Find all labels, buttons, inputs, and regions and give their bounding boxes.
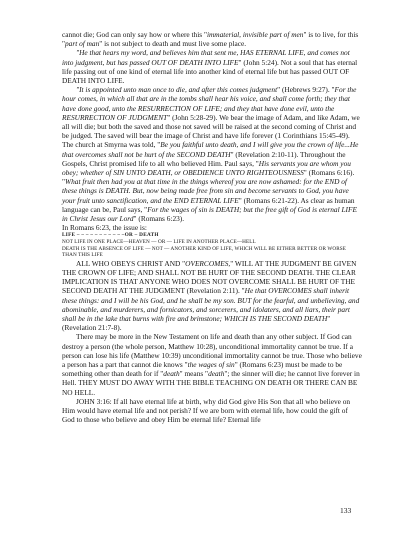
body-text-bottom	[62, 259, 362, 425]
text-run: " means "	[179, 369, 209, 379]
paragraph-p2	[62, 48, 362, 85]
body-text-top	[62, 30, 362, 232]
text-run: " (Revelation 2:10-11). Throughout the Gospels, Christ promised life to all who believed Him. Paul says, "	[62, 149, 346, 168]
text-run: There may be more in the New Testament on life and death than any other subject. If God can destroy a person (the whole person, Matthew 10:28), unconditional immortality cannot be true. If a person can lose his life (Matthew 10:39) unconditional immortality cannot be true. Those who believe a person has a part that cannot die knows "	[62, 332, 362, 370]
italic-quote: death	[208, 369, 225, 379]
italic-quote: His servants you are whom you obey; whether of SIN UNTO DEATH, or OBEDIENCE UNTO RIGHTEOUSNESS	[62, 158, 351, 178]
paragraph-p7	[62, 397, 362, 425]
text-run: cannot die; God can only say how or where this "	[62, 30, 207, 39]
italic-quote: "It is appointed unto man once to die, and after this comes judgment	[76, 85, 278, 95]
text-run: " (Hebrews 9:27). "	[277, 85, 335, 95]
issue-row-absence-of-life: DEATH IS THE ABSENCE OF LIFE — NOT — ANOTHER KIND OF LIFE, WHICH WILL BE EITHER BETTER OR WORSE THAN THIS LIFE	[62, 245, 347, 259]
issue-row-life-or-death: LIFE – – – – – – – – – – –OR – DEATH	[62, 232, 159, 239]
text-run: " (Romans 6:23).	[133, 214, 185, 224]
italic-quote: He that OVERCOMES shall inherit these things: and I will be his God, and he shall be my son. BUT for the fearful, and unbelieving, and abominable, and murderers, and fornicators, and sorcerers, and idolaters, and all liars, their part shall be in the lake that burns with fire and brimstone; WHICH IS THE SECOND DEATH	[62, 286, 360, 324]
italic-quote: death	[163, 369, 180, 379]
italic-quote: For the wages of sin is DEATH; but the free gift of God is eternal LIFE in Christ Jesus our Lord	[62, 204, 357, 224]
italic-quote: immaterial, invisible part of men	[206, 30, 304, 39]
text-run: " (Romans 6:21-22). As clear as human language can be, Paul says, "	[62, 195, 355, 214]
paragraph-p1	[62, 30, 362, 48]
issue-block	[62, 232, 362, 258]
italic-quote: OVERCOMES,	[185, 258, 231, 268]
italic-quote: What fruit then had you at that time in the things whereof you are now ashamed: for the END of these things is DEATH. But, now being made free from sin and become servants to God, you have your fruit unto sanctification, and the END ETERNAL LIFE	[62, 177, 349, 205]
text-run: JOHN 3:16: If all have eternal life at birth, why did God give His Son that all who believe on Him would have eternal life and not perish? If we are born with eternal life, how could the gift of God to those who believe and obey Him be eternal life? Eternal life	[62, 396, 351, 425]
text-run: " (John 5:28-29). We bear the image of Adam, and like Adam, we all will die; but both the saved and those not saved will be raised at the second coming of Christ and be judged. The saved will bear the image of Christ and have life forever (1 Corinthians 15:45-49). The church at Smyrna was told, "	[62, 112, 360, 150]
italic-quote: part of man	[65, 39, 100, 49]
issue-row-heaven-or-hell: NOT LIFE IN ONE PLACE—HEAVEN — OR — LIFE IN ANOTHER PLACE—HELL	[62, 239, 256, 246]
paragraph-p6	[62, 332, 362, 396]
text-run: " is not subject to death and must live some place.	[99, 39, 247, 49]
text-run: " (Romans 6:16). "	[62, 168, 355, 187]
document-page	[62, 30, 362, 425]
italic-quote: Be you faithful unto death, and I will give you the crown of life...He that overcomes shall not be hurt of the SECOND DEATH	[62, 140, 359, 159]
paragraph-p4	[62, 223, 362, 232]
text-run: " is to live, for this "	[62, 30, 359, 49]
text-run: "; the sinner will die; he cannot live forever in Hell. THEY MUST DO AWAY WITH THE BIBLE TEACHING ON DEATH OR THERE CAN BE NO HELL.	[62, 369, 360, 397]
text-run: " (Revelation 21:7-8).	[62, 314, 331, 333]
italic-quote: "He that hears my word, and believes him that sent me, HAS ETERNAL LIFE, and comes not into judgment, but has passed OUT OF DEATH INTO LIFE	[62, 48, 350, 67]
italic-quote: the wages of sin	[187, 360, 235, 370]
text-run: " (John 5:24). Not a soul that has eternal life passing out of one kind of eternal life into another kind of eternal life but has passed OUT OF DEATH INTO LIFE.	[62, 57, 358, 86]
text-run: In Romans 6:23, the issue is:	[62, 223, 147, 233]
page-number: 133	[340, 506, 352, 515]
text-run: " (Romans 6:23) must be made to be something other than death for if "	[62, 360, 343, 379]
paragraph-p5	[62, 259, 362, 333]
paragraph-p3	[62, 85, 362, 223]
text-run: ALL WHO OBEYS CHRIST AND "	[76, 258, 186, 268]
italic-quote: For the hour comes, in which all that are in the tombs shall hear his voice, and shall come forth; they that have done good, unto the RESURRECTION OF LIFE; and they that have done evil, unto the RESURRECTION OF JUDGMENT	[62, 85, 357, 122]
text-run: " WILL AT THE JUDGMENT BE GIVEN THE CROWN OF LIFE; AND SHALL NOT BE HURT OF THE SECOND DEATH. THE CLEAR IMPLICATION IS THAT ANYONE WHO DOES NOT OVERCOME SHALL BE HURT OF THE SECOND DEATH AT THE JUDGMENT (Revelation 2:11). "	[62, 258, 357, 296]
